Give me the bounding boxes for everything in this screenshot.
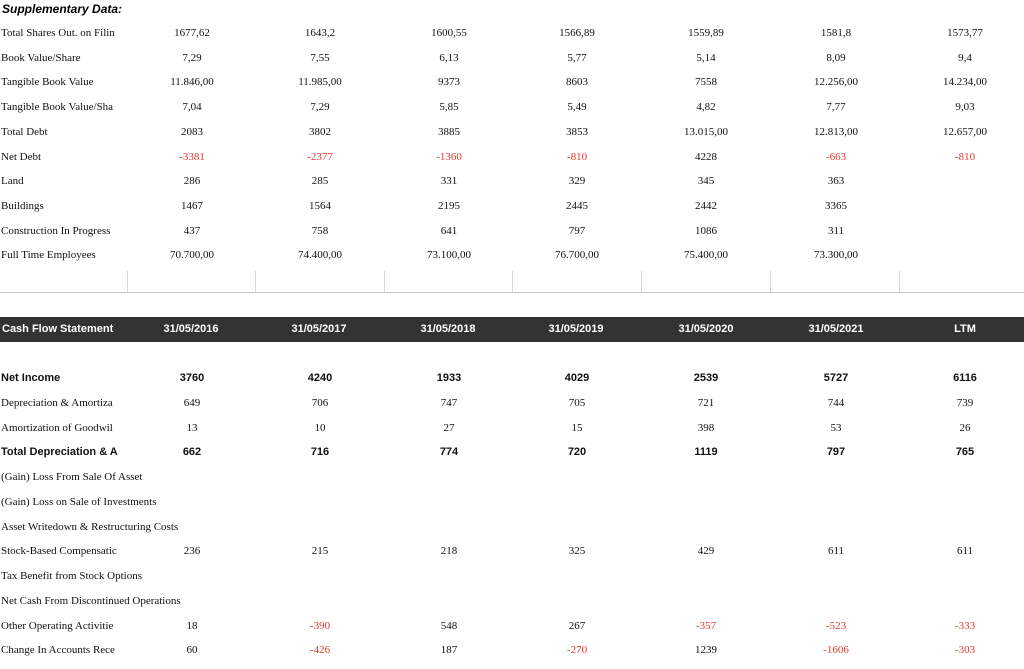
row-label[interactable]: Net Income xyxy=(1,372,61,384)
table-cell[interactable]: 5,14 xyxy=(696,51,716,64)
row-label[interactable]: Book Value/Share xyxy=(1,51,81,64)
table-cell[interactable]: 9373 xyxy=(438,76,460,89)
table-cell[interactable]: 611 xyxy=(956,545,974,558)
table-cell[interactable]: 5,85 xyxy=(439,101,459,114)
table-cell[interactable]: 26 xyxy=(959,421,971,434)
table-cell[interactable]: -810 xyxy=(954,150,976,163)
table-cell[interactable]: 4240 xyxy=(307,372,333,384)
row-label[interactable]: Full Time Employees xyxy=(1,249,96,262)
row-label[interactable]: Land xyxy=(1,175,24,188)
table-cell[interactable]: 311 xyxy=(827,224,845,237)
table-cell[interactable]: 3885 xyxy=(438,125,460,138)
table-cell[interactable]: 267 xyxy=(568,619,586,632)
row-label[interactable]: Amortization of Goodwil xyxy=(1,421,113,434)
table-cell[interactable]: 7,77 xyxy=(826,101,846,114)
table-row xyxy=(0,172,1024,192)
table-cell[interactable]: 1559,89 xyxy=(688,27,724,39)
table-cell[interactable]: 3760 xyxy=(179,372,205,384)
row-label[interactable]: (Gain) Loss From Sale Of Asset xyxy=(1,471,143,483)
table-cell[interactable]: 6,13 xyxy=(439,51,459,64)
supplementary-data-heading: Supplementary Data: xyxy=(2,2,123,16)
table-cell[interactable]: 73.100,00 xyxy=(427,249,471,262)
table-cell[interactable]: 4228 xyxy=(695,150,717,163)
table-cell[interactable]: 286 xyxy=(183,175,201,188)
table-cell[interactable]: 720 xyxy=(567,446,587,459)
table-cell[interactable]: 12.657,00 xyxy=(943,125,987,138)
table-cell[interactable]: 548 xyxy=(440,619,458,632)
table-cell[interactable]: 1566,89 xyxy=(559,27,595,39)
table-cell[interactable]: 774 xyxy=(439,446,459,459)
table-row xyxy=(0,592,1024,612)
table-row xyxy=(0,641,1024,661)
table-cell[interactable]: -3381 xyxy=(179,150,205,163)
table-row xyxy=(0,518,1024,538)
table-cell[interactable]: 325 xyxy=(568,545,586,558)
table-row xyxy=(0,98,1024,118)
table-cell[interactable]: 1933 xyxy=(436,372,462,384)
cell-border xyxy=(384,271,385,293)
row-label[interactable]: Asset Writedown & Restructuring Costs xyxy=(1,520,179,533)
row-label[interactable]: Buildings xyxy=(1,199,44,212)
table-cell[interactable]: 14.234,00 xyxy=(943,76,987,89)
table-cell[interactable]: 363 xyxy=(827,175,845,188)
column-header: 31/05/2018 xyxy=(420,323,476,335)
table-cell[interactable]: 5,77 xyxy=(567,51,587,64)
table-cell[interactable]: 739 xyxy=(956,396,974,409)
cell-border xyxy=(770,271,771,293)
table-cell[interactable]: 797 xyxy=(826,446,846,459)
table-cell[interactable]: 2539 xyxy=(693,372,719,384)
table-row xyxy=(0,369,1024,389)
table-cell[interactable]: 797 xyxy=(568,224,586,237)
table-cell[interactable]: -2377 xyxy=(307,150,333,163)
table-cell[interactable]: 437 xyxy=(183,224,201,237)
row-label[interactable]: (Gain) Loss on Sale of Investments xyxy=(1,495,157,508)
table-cell[interactable]: 11.846,00 xyxy=(170,76,214,89)
table-cell[interactable]: 215 xyxy=(311,545,329,558)
table-row xyxy=(0,468,1024,488)
table-cell[interactable]: 53 xyxy=(830,421,842,434)
table-row xyxy=(0,394,1024,414)
table-cell[interactable]: 2442 xyxy=(695,199,717,212)
table-cell[interactable]: 9,4 xyxy=(958,51,972,64)
table-cell[interactable]: 716 xyxy=(310,446,330,459)
table-cell[interactable]: 218 xyxy=(440,545,458,558)
row-label[interactable]: Tangible Book Value/Sha xyxy=(1,101,114,114)
table-cell[interactable]: 236 xyxy=(183,545,201,558)
cash-flow-header-bar xyxy=(0,317,1024,342)
table-cell[interactable]: 758 xyxy=(311,224,329,237)
cell-border xyxy=(641,271,642,293)
table-cell[interactable]: 6116 xyxy=(953,372,977,384)
row-label[interactable]: Total Depreciation & A xyxy=(1,446,118,459)
cell-border xyxy=(899,271,900,293)
table-cell[interactable]: 9,03 xyxy=(955,101,975,114)
table-cell[interactable]: 3365 xyxy=(825,199,847,212)
table-row xyxy=(0,197,1024,217)
table-cell[interactable]: 15 xyxy=(571,421,583,434)
table-cell[interactable]: 765 xyxy=(955,446,975,459)
table-cell[interactable]: 329 xyxy=(568,175,586,188)
table-cell[interactable]: 4029 xyxy=(564,372,590,384)
table-cell[interactable]: 345 xyxy=(697,175,715,188)
row-label[interactable]: Stock-Based Compensatic xyxy=(1,545,117,558)
table-cell[interactable]: 7,29 xyxy=(182,51,202,64)
row-label[interactable]: Total Shares Out. on Filin xyxy=(1,27,115,39)
table-row xyxy=(0,443,1024,463)
table-cell[interactable]: 12.813,00 xyxy=(814,125,858,138)
table-row xyxy=(0,542,1024,562)
column-header: 31/05/2021 xyxy=(808,323,864,335)
table-cell[interactable]: -390 xyxy=(309,619,331,632)
table-cell[interactable]: 706 xyxy=(311,396,329,409)
table-cell[interactable]: 1564 xyxy=(309,199,331,212)
column-header: 31/05/2017 xyxy=(291,323,347,335)
table-cell[interactable]: 2445 xyxy=(566,199,588,212)
table-cell[interactable]: 1239 xyxy=(695,644,717,657)
table-cell[interactable]: 285 xyxy=(311,175,329,188)
row-label[interactable]: Tangible Book Value xyxy=(1,76,94,89)
table-cell[interactable]: 187 xyxy=(440,644,458,657)
table-cell[interactable]: 1119 xyxy=(694,446,718,459)
column-header: 31/05/2020 xyxy=(678,323,734,335)
table-cell[interactable]: 744 xyxy=(827,396,845,409)
table-cell[interactable]: 1643,2 xyxy=(304,27,336,39)
table-cell[interactable]: 1677,62 xyxy=(174,27,210,39)
table-cell[interactable]: 1600,55 xyxy=(431,27,467,39)
table-cell[interactable]: 649 xyxy=(183,396,201,409)
table-cell[interactable]: 2195 xyxy=(438,199,460,212)
table-row xyxy=(0,148,1024,168)
table-cell[interactable]: 8,09 xyxy=(826,51,846,64)
table-cell[interactable]: 74.400,00 xyxy=(298,249,342,262)
row-label[interactable]: Change In Accounts Rece xyxy=(1,644,115,657)
row-label[interactable]: Depreciation & Amortiza xyxy=(1,396,113,409)
table-row xyxy=(0,73,1024,93)
column-header: LTM xyxy=(954,323,976,335)
row-label[interactable]: Construction In Progress xyxy=(1,224,111,237)
table-cell[interactable]: 398 xyxy=(697,421,715,434)
table-cell[interactable]: 1581,8 xyxy=(820,27,852,39)
table-cell[interactable]: -357 xyxy=(695,619,717,632)
table-cell[interactable]: 5727 xyxy=(823,372,849,384)
table-cell[interactable]: 2083 xyxy=(181,125,203,138)
table-cell[interactable]: 7,29 xyxy=(310,101,330,114)
table-cell[interactable]: 1086 xyxy=(695,224,717,237)
table-cell[interactable]: -523 xyxy=(825,619,847,632)
cell-border xyxy=(127,271,128,293)
cell-border xyxy=(512,271,513,293)
table-cell[interactable]: 73.300,00 xyxy=(814,249,858,262)
row-label[interactable]: Net Cash From Discontinued Operations xyxy=(1,594,181,607)
table-cell[interactable]: -426 xyxy=(309,644,331,657)
table-cell[interactable]: 3853 xyxy=(566,125,588,138)
table-row xyxy=(0,567,1024,587)
row-label[interactable]: Other Operating Activitie xyxy=(1,619,114,632)
table-cell[interactable]: -270 xyxy=(566,644,588,657)
table-cell[interactable]: 662 xyxy=(182,446,202,459)
table-cell[interactable]: 429 xyxy=(697,545,715,558)
table-cell[interactable]: 10 xyxy=(314,421,326,434)
table-cell[interactable]: -333 xyxy=(954,619,976,632)
table-cell[interactable]: -303 xyxy=(954,644,976,657)
cell-border xyxy=(255,271,256,293)
table-cell[interactable]: 13 xyxy=(186,421,198,434)
table-cell[interactable]: 8603 xyxy=(566,76,588,89)
table-cell[interactable]: 4,82 xyxy=(696,101,716,114)
table-row xyxy=(0,617,1024,637)
table-cell[interactable]: 18 xyxy=(186,619,198,632)
table-cell[interactable]: 13.015,00 xyxy=(684,125,728,138)
table-cell[interactable]: 641 xyxy=(440,224,458,237)
row-label[interactable]: Net Debt xyxy=(1,150,42,163)
table-cell[interactable]: 11.985,00 xyxy=(298,76,342,89)
row-label[interactable]: Tax Benefit from Stock Options xyxy=(1,570,142,582)
table-cell[interactable]: -810 xyxy=(566,150,588,163)
table-cell[interactable]: 60 xyxy=(186,644,198,657)
table-cell[interactable]: 27 xyxy=(443,421,455,434)
table-cell[interactable]: 12.256,00 xyxy=(814,76,858,89)
table-cell[interactable]: -1360 xyxy=(436,150,462,163)
table-cell[interactable]: 5,49 xyxy=(567,101,587,114)
column-header: 31/05/2019 xyxy=(548,323,604,335)
table-cell[interactable]: 7558 xyxy=(695,76,717,89)
table-cell[interactable]: 1573,77 xyxy=(947,27,983,39)
table-cell[interactable]: 747 xyxy=(440,396,458,409)
table-row xyxy=(0,419,1024,439)
table-cell[interactable]: 3802 xyxy=(309,125,331,138)
table-cell[interactable]: -1606 xyxy=(823,644,849,657)
divider xyxy=(0,292,1024,293)
table-cell[interactable]: -663 xyxy=(825,150,847,163)
table-row xyxy=(0,123,1024,143)
table-cell[interactable]: 75.400,00 xyxy=(684,249,728,262)
row-label[interactable]: Total Debt xyxy=(1,125,48,138)
empty-spacer-row xyxy=(0,269,1024,293)
table-row xyxy=(0,246,1024,266)
table-row xyxy=(0,222,1024,242)
table-cell[interactable]: 7,55 xyxy=(310,51,330,64)
cash-flow-title: Cash Flow Statement xyxy=(2,323,114,335)
table-cell[interactable]: 76.700,00 xyxy=(555,249,599,262)
column-header: 31/05/2016 xyxy=(163,323,219,335)
table-row xyxy=(0,24,1024,44)
table-cell[interactable]: 1467 xyxy=(181,199,203,212)
table-cell[interactable]: 721 xyxy=(697,396,715,409)
table-cell[interactable]: 705 xyxy=(568,396,586,409)
table-cell[interactable]: 331 xyxy=(440,175,458,188)
table-cell[interactable]: 611 xyxy=(827,545,845,558)
table-cell[interactable]: 7,04 xyxy=(182,101,202,114)
table-row xyxy=(0,49,1024,69)
table-row xyxy=(0,493,1024,513)
table-cell[interactable]: 70.700,00 xyxy=(170,249,214,262)
